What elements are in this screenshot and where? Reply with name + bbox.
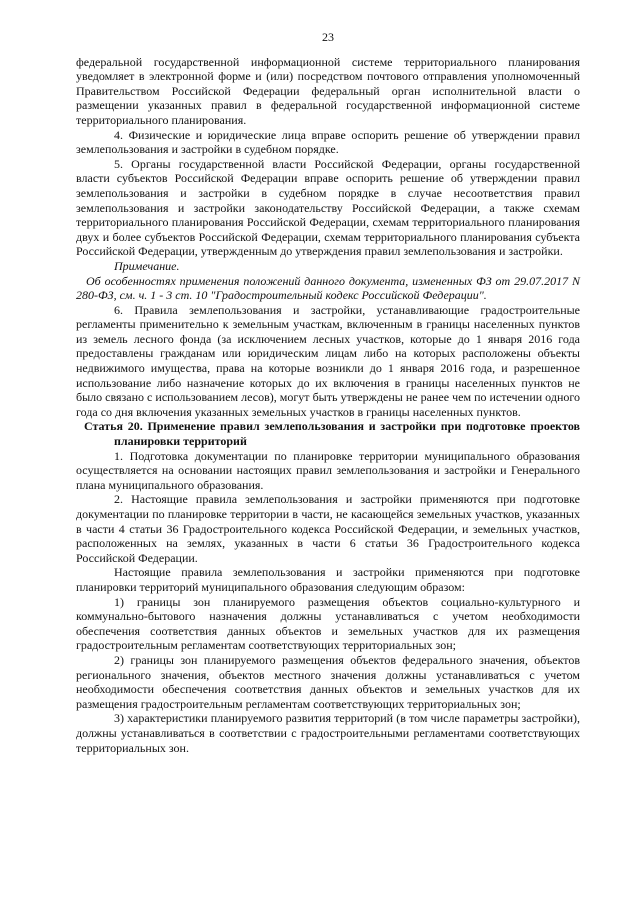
- note-text: Об особенностях применения положений данного документа, измененных ФЗ от 29.07.2017 N 280-ФЗ, см. ч. 1 - 3 ст. 10 "Градостроительный кодекс Российской Федерации".: [76, 273, 580, 303]
- note-label: Примечание.: [114, 258, 180, 273]
- article-20-paragraph-3: Настоящие правила землепользования и застройки применяются при подготовке планировки территорий муниципального образования следующим образом:: [76, 565, 580, 594]
- page-number: 23: [322, 30, 334, 44]
- article-20-item-2: 2) границы зон планируемого размещения объектов федерального значения, объектов регионального значения, объектов местного значения должны устанавливаться с учетом необходимости обеспечения соответствия данных объектов и земельных участков для их размещения градостроительным регламентам соответствующих территориальных зон;: [76, 652, 580, 711]
- paragraph-6: 6. Правила землепользования и застройки, устанавливающие градостроительные регламенты применительно к земельным участкам, включенным в границы населенных пунктов из земель лесного фонда (за исключением лесных участков, которые до 1 января 2016 года предоставлены гражданам или юридическим лицам либо на которых расположены объекты недвижимого имущества, права на которые возникли до 1 января 2016 года, и разрешенное использование либо назначение которых до их включения в границы населенных пунктов не было связано с использованием лесов), могут быть утверждены не ранее чем по истечении одного года со дня включения указанных земельных участков в границы населенных пунктов.: [76, 302, 580, 419]
- paragraph-5: 5. Органы государственной власти Российской Федерации, органы государственной власти субъектов Российской Федерации вправе оспорить решение об утверждении правил землепользования и застройки в судебном порядке в случае несоответствия правил землепользования и застройки законодательству Российской Федерации, а также схемам территориального планирования Российской Федерации, схемам территориального планирования двух и более субъектов Российской Федерации, схемам территориального планирования субъекта Российской Федерации, утвержденным до утверждения правил землепользования и застройки.: [76, 156, 580, 259]
- article-20-heading: Статья 20. Применение правил землепользования и застройки при подготовке проектов планировки территорий: [84, 419, 580, 449]
- article-20-item-1: 1) границы зон планируемого размещения объектов социально-культурного и коммунально-бытового назначения должны устанавливаться с учетом необходимости обеспечения соответствия данных объектов и земельных участков для их размещения градостроительным регламентам соответствующих территориальных зон;: [76, 594, 580, 653]
- paragraph-continuation: федеральной государственной информационной системе территориального планирования уведомляет в электронной форме и (или) посредством почтового отправления уполномоченный Правительством Российской Федерации федеральный орган исполнительной власти о размещении указанных правил в федеральной государственной информационной системе территориального планирования.: [76, 54, 580, 127]
- paragraph-4: 4. Физические и юридические лица вправе оспорить решение об утверждении правил землепользования и застройки в судебном порядке.: [76, 127, 580, 157]
- article-20-paragraph-1: 1. Подготовка документации по планировке территории муниципального образования осуществляется на основании настоящих правил землепользования и застройки и Генерального плана муниципального образования.: [76, 448, 580, 492]
- article-20-item-3: 3) характеристики планируемого развития территорий (в том числе параметры застройки), должны устанавливаться в соответствии с градостроительными регламентами соответствующих территориальных зон.: [76, 711, 580, 755]
- article-20-paragraph-2: 2. Настоящие правила землепользования и застройки применяются при подготовке документации по планировке территории в части, не касающейся земельных участков, указанных в части 4 статьи 36 Градостроительного кодекса Российской Федерации, и земельных участков, расположенных на землях, указанных в части 6 статьи 36 Градостроительного кодекса Российской Федерации.: [76, 492, 580, 565]
